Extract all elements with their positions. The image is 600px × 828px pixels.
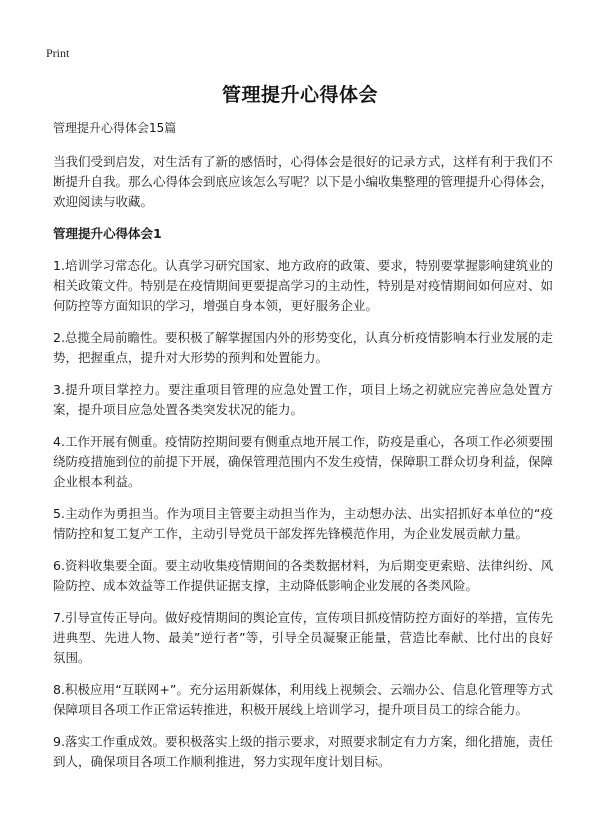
document-title: 管理提升心得体会 [221, 84, 378, 106]
paragraph-9: 9.落实工作重成效。要积极落实上级的指示要求，对照要求制定有力方案，细化措施，责任到人，确保项目各项工作顺利推进，努力实现年度计划目标。 [53, 734, 553, 769]
paragraph-2: 2.总揽全局前瞻性。要积极了解掌握国内外的形势变化，认真分析疫情影响本行业发展的走势，把握重点，提升对大形势的预判和处置能力。 [53, 330, 553, 365]
print-link[interactable]: Print [46, 46, 70, 60]
document-subtitle: 管理提升心得体会15篇 [53, 121, 177, 135]
paragraph-3: 3.提升项目掌控力。要注重项目管理的应急处置工作，项目上场之初就应完善应急处置方案，提升项目应急处置各类突发状况的能力。 [53, 382, 553, 417]
paragraph-8: 8.积极应用“互联网+”。充分运用新媒体，利用线上视频会、云端办公、信息化管理等方式保障项目各项工作正常运转推进，积极开展线上培训学习，提升项目员工的综合能力。 [53, 682, 553, 717]
document-body [53, 118, 553, 784]
paragraph-4: 4.工作开展有侧重。疫情防控期间要有侧重点地开展工作，防疫是重心，各项工作必须要围绕防疫措施到位的前提下开展，确保管理范围内不发生疫情，保障职工群众切身利益，保障企业根本利益。 [53, 434, 554, 489]
paragraph-5: 5.主动作为勇担当。作为项目主管要主动担当作为，主动想办法、出实招抓好本单位的“疫情防控和复工复产工作，主动引导党员干部发挥先锋模范作用，为企业发展贡献力量。 [53, 506, 553, 541]
paragraph-1: 1.培训学习常态化。认真学习研究国家、地方政府的政策、要求，特别要掌握影响建筑业的相关政策文件。特别是在疫情期间更要提高学习的主动性，特别是对疫情期间如何应对、如何防控等方面知识的学习，增强自身本领，更好服务企业。 [53, 258, 554, 313]
intro-paragraph: 当我们受到启发，对生活有了新的感悟时，心得体会是很好的记录方式，这样有利于我们不断提升自我。那么心得体会到底应该怎么写呢？以下是小编收集整理的管理提升心得体会，欢迎阅读与收藏。 [53, 154, 554, 209]
paragraph-6: 6.资料收集要全面。要主动收集疫情期间的各类数据材料，为后期变更索赔、法律纠纷、风险防控、成本效益等工作提供证据支撑，主动降低影响企业发展的各类风险。 [53, 558, 553, 593]
paragraph-7: 7.引导宣传正导向。做好疫情期间的舆论宣传，宣传项目抓疫情防控方面好的举措，宣传先进典型、先进人物、最美”逆行者”等，引导全员凝聚正能量，营造比奉献、比付出的良好氛围。 [53, 610, 553, 665]
section-heading: 管理提升心得体会1 [53, 226, 162, 241]
